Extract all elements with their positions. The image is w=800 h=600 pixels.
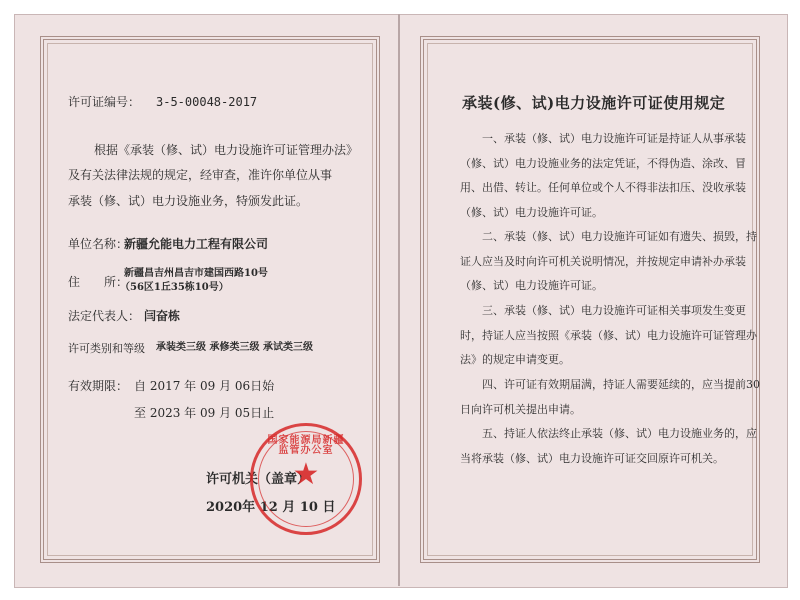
valid-label: 有效期限： [68, 379, 129, 393]
issuer-label: 许可机关（盖章） [206, 472, 311, 487]
intro-line-2: 及有关法律法规的规定，经审查，准许你单位从事 [68, 168, 333, 182]
address-line-1: 新疆昌吉州昌吉市建国西路10号 [124, 268, 268, 279]
rule-paragraph-4: 四、许可证有效期届满，持证人需要延续的，应当提前30日向许可机关提出申请。 [460, 378, 760, 416]
official-seal [250, 423, 362, 535]
issue-date: 2020年 12 月 10 日 [206, 500, 336, 515]
intro-line-1: 根据《承装（修、试）电力设施许可证管理办法》 [94, 143, 359, 157]
address-label: 住 所： [68, 275, 129, 289]
seal-star-icon: ★ [292, 457, 320, 492]
valid-from: 自 2017 年 09 月 06日始 [134, 379, 275, 393]
intro-line-3: 承装（修、试）电力设施业务，特颁发此证。 [68, 194, 309, 208]
rule-paragraph-3: 三、承装（修、试）电力设施许可证相关事项发生变更时，持证人应当按照《承装（修、试）电力设施许可证管理办法》的规定申请变更。 [460, 304, 757, 366]
license-no-label: 许可证编号： [68, 95, 141, 109]
unit-name: 新疆允能电力工程有限公司 [124, 237, 269, 251]
rule-paragraph-5: 五、持证人依法终止承装（修、试）电力设施业务的，应当将承装（修、试）电力设施许可证交回原许可机关。 [460, 427, 757, 465]
license-no: 3-5-00048-2017 [156, 95, 258, 109]
center-fold [398, 14, 400, 586]
seal-text: 国家能源局新疆监管办公室 [267, 435, 345, 456]
category-value: 承装类三级 承修类三级 承试类三级 [156, 342, 313, 353]
rule-paragraph-2: 二、承装（修、试）电力设施许可证如有遗失、损毁，持证人应当及时向许可机关说明情况，并按规定申请补办承装（修、试）电力设施许可证。 [460, 230, 757, 292]
unit-label: 单位名称： [68, 237, 129, 251]
rules-title: 承装(修、试)电力设施许可证使用规定 [462, 94, 726, 112]
rep-label: 法定代表人： [68, 309, 141, 323]
right-page [420, 36, 760, 563]
rule-paragraph-1: 一、承装（修、试）电力设施许可证是持证人从事承装（修、试）电力设施业务的法定凭证，不得伪造、涂改、冒用、出借、转让。任何单位或个人不得非法扣压、没收承装（修、试）电力设施许可证。 [460, 132, 746, 219]
category-label: 许可类别和等级 [68, 342, 145, 355]
valid-to: 至 2023 年 09 月 05日止 [134, 406, 275, 420]
address-line-2: （56区1丘35栋10号） [120, 282, 229, 293]
rep-name: 闫奋栋 [144, 309, 181, 323]
